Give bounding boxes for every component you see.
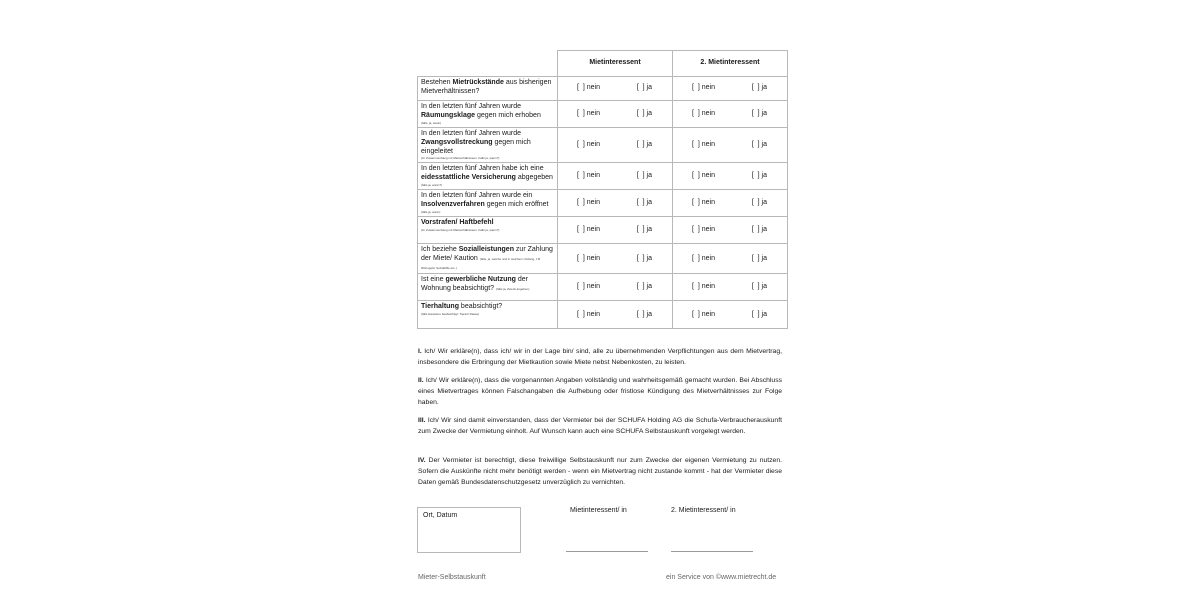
tenant1-answer-cell	[558, 128, 673, 163]
question-keyword: gewerbliche Nutzung	[445, 276, 516, 284]
tenant1-signature-label: Mietinteressent/ in	[570, 507, 627, 514]
table-row	[418, 244, 788, 274]
tenant2-answer-cell	[673, 301, 788, 329]
checkbox-ja[interactable]: [ ] ja	[636, 310, 652, 318]
question-text-pre: In den letzten fünf Jahren wurde	[421, 103, 522, 110]
question-note: (falls, ja, welche und in welchem Umfang, z.B Wohngeld, Sozialhilfe etc. )	[421, 256, 541, 270]
question-note: (falls, ja, wann)	[421, 120, 442, 125]
checkbox-nein[interactable]: [ ] nein	[692, 310, 715, 318]
question-keyword: Räumungsklage	[421, 111, 476, 119]
checkbox-nein[interactable]: [ ] nein	[692, 225, 715, 233]
footer-title: Mieter-Selbstauskunft	[418, 574, 486, 581]
question-cell	[418, 301, 558, 329]
tenant2-signature-label: 2. Mietinteressent/ in	[671, 507, 736, 514]
tenant1-answer-cell	[558, 190, 673, 217]
question-keyword: Insolvenzverfahren	[421, 200, 485, 208]
tenant2-answer-cell	[673, 101, 788, 128]
checkbox-ja[interactable]: [ ] ja	[636, 198, 652, 206]
checkbox-ja[interactable]: [ ] ja	[751, 109, 767, 117]
tenant1-answer-cell	[558, 101, 673, 128]
question-note: (im Zusammenhang mit Mietverhältnissen. Falls ja, wann?)	[421, 156, 500, 161]
question-text-post: gegen mich erhoben	[475, 111, 541, 119]
tenant2-answer-cell	[673, 217, 788, 244]
declaration-text: Ich/ Wir sind damit einverstanden, dass der Vermieter bei der SCHUFA Holding AG die Schufa-Verbraucherauskunft zum Zwecke der Vermietung einholt. Auf Wunsch kann auch eine SCHUFA Selbstauskunft vorgelegt werden.	[418, 417, 782, 435]
checkbox-ja[interactable]: [ ] ja	[636, 171, 652, 179]
question-note: (falls ja, wann?)	[421, 182, 443, 187]
question-note: (falls Haustiere beabsichtigt: Tierart/ Rasse)	[421, 312, 480, 317]
table-header-row	[418, 51, 788, 77]
place-date-field[interactable]	[417, 507, 521, 553]
declaration-text: Ich/ Wir erkläre(n), dass die vorgenannten Angaben vollständig und wahrheitsgemäß gemacht wurden. Bei Abschluss eines Mietvertrages können Falschangaben die Aufhebung oder fristlose Kündigung des Mietverhältnisses zur Folge haben.	[418, 377, 782, 406]
checkbox-ja[interactable]: [ ] ja	[751, 84, 767, 92]
tenant2-answer-cell	[673, 190, 788, 217]
question-text-pre: In den letzten fünf Jahren habe ich eine	[421, 165, 544, 173]
checkbox-nein[interactable]: [ ] nein	[692, 283, 715, 291]
question-text-post: gegen mich eröffnet	[484, 200, 549, 208]
question-cell	[418, 274, 558, 301]
tenant1-answer-cell	[558, 274, 673, 301]
tenant1-answer-cell	[558, 163, 673, 190]
checkbox-nein[interactable]: [ ] nein	[577, 84, 600, 92]
tenant2-answer-cell	[673, 163, 788, 190]
table-row	[418, 77, 788, 101]
checkbox-ja[interactable]: [ ] ja	[636, 283, 652, 291]
checkbox-nein[interactable]: [ ] nein	[577, 254, 600, 262]
question-keyword: eidesstattliche Versicherung	[421, 173, 516, 181]
question-note: (falls ja, Zweck angeben)	[495, 287, 530, 292]
checkbox-ja[interactable]: [ ] ja	[636, 84, 652, 92]
declaration-paragraph	[418, 455, 782, 488]
question-cell	[418, 244, 558, 274]
tenant2-signature-line[interactable]	[671, 551, 753, 552]
table-row	[418, 217, 788, 244]
declaration-paragraph	[418, 415, 782, 437]
question-keyword: Zwangsvollstreckung	[421, 138, 493, 146]
checkbox-nein[interactable]: [ ] nein	[577, 171, 600, 179]
checkbox-nein[interactable]: [ ] nein	[692, 171, 715, 179]
tenant2-answer-cell	[673, 128, 788, 163]
checkbox-ja[interactable]: [ ] ja	[751, 254, 767, 262]
declaration-paragraph	[418, 346, 782, 368]
question-text-post: der Wohnung beabsichtigt?	[421, 276, 528, 293]
question-text-pre: Ist eine	[421, 276, 446, 284]
header-tenant-2: 2. Mietinteressent	[673, 51, 788, 77]
tenant2-answer-cell	[673, 77, 788, 101]
question-note: (falls ja, wann)	[421, 209, 441, 214]
place-date-label: Ort, Datum	[423, 512, 458, 519]
table-row	[418, 163, 788, 190]
checkbox-nein[interactable]: [ ] nein	[692, 109, 715, 117]
checkbox-nein[interactable]: [ ] nein	[692, 254, 715, 262]
checkbox-ja[interactable]: [ ] ja	[751, 198, 767, 206]
checkbox-nein[interactable]: [ ] nein	[577, 283, 600, 291]
question-cell	[418, 128, 558, 163]
table-row	[418, 101, 788, 128]
checkbox-ja[interactable]: [ ] ja	[751, 171, 767, 179]
question-text-pre: In den letzten fünf Jahren wurde ein	[421, 192, 533, 200]
question-cell	[418, 163, 558, 190]
footer-service: ein Service von ©www.mietrecht.de	[666, 574, 777, 581]
tenant2-answer-cell	[673, 244, 788, 274]
declaration-number: II.	[418, 377, 424, 384]
question-keyword: Mietrückstände	[452, 79, 504, 86]
question-text-pre: Ich beziehe	[421, 246, 459, 254]
question-keyword: Sozialleistungen	[458, 246, 514, 254]
declaration-paragraph	[418, 375, 782, 408]
table-row	[418, 274, 788, 301]
checkbox-nein[interactable]: [ ] nein	[577, 310, 600, 318]
checkbox-ja[interactable]: [ ] ja	[636, 254, 652, 262]
declaration-number: I.	[418, 348, 422, 355]
question-keyword: Tierhaltung	[421, 303, 459, 311]
header-blank	[418, 51, 558, 77]
tenant1-answer-cell	[558, 244, 673, 274]
checkbox-ja[interactable]: [ ] ja	[751, 225, 767, 233]
declaration-text: Der Vermieter ist berechtigt, diese freiwillige Selbstauskunft nur zum Zwecke der eigenen Vermietung zu nutzen. Sofern die Auskünfte nicht mehr benötigt werden - wenn ein Mietvertrag nicht zustande kommt - hat der Vermieter diese Daten gemäß Bundesdatenschutzgesetz unverzüglich zu vernichten.	[418, 457, 782, 486]
tenant1-answer-cell	[558, 301, 673, 329]
checkbox-nein[interactable]: [ ] nein	[692, 198, 715, 206]
question-text-post: gegen mich eingeleitet	[421, 138, 531, 155]
question-text-post: zur Zahlung der Miete/ Kaution	[421, 246, 553, 262]
declaration-text: Ich/ Wir erkläre(n), dass ich/ wir in der Lage bin/ sind, alle zu übernehmenden Verpflichtungen aus dem Mietvertrag, insbesondere die Erbringung der Mietkaution sowie Miete nebst Nebenkosten, zu leisten.	[418, 348, 782, 366]
question-cell	[418, 101, 558, 128]
checkbox-ja[interactable]: [ ] ja	[751, 283, 767, 291]
checkbox-nein[interactable]: [ ] nein	[692, 84, 715, 92]
question-keyword: Vorstrafen/ Haftbefehl	[421, 219, 494, 227]
checkbox-nein[interactable]: [ ] nein	[577, 198, 600, 206]
checkbox-nein[interactable]: [ ] nein	[577, 109, 600, 117]
checkbox-nein[interactable]: [ ] nein	[577, 140, 600, 148]
question-text-pre: Bestehen	[421, 79, 453, 86]
table-row	[418, 301, 788, 329]
tenant1-answer-cell	[558, 77, 673, 101]
table-row	[418, 128, 788, 163]
checkbox-nein[interactable]: [ ] nein	[577, 225, 600, 233]
checkbox-ja[interactable]: [ ] ja	[636, 109, 652, 117]
question-cell	[418, 217, 558, 244]
question-text-post: abgegeben	[515, 173, 553, 181]
header-tenant-1: Mietinteressent	[558, 51, 673, 77]
checkbox-nein[interactable]: [ ] nein	[692, 140, 715, 148]
question-text-pre: In den letzten fünf Jahren wurde	[421, 130, 522, 137]
checkbox-ja[interactable]: [ ] ja	[636, 140, 652, 148]
question-note: (im Zusammenhang mit Mietverhältnissen. Falls ja, wann?)	[421, 227, 500, 232]
table-row	[418, 190, 788, 217]
tenant1-answer-cell	[558, 217, 673, 244]
checkbox-ja[interactable]: [ ] ja	[751, 140, 767, 148]
question-text-post: beabsichtigt?	[458, 303, 503, 311]
declaration-number: IV.	[418, 457, 426, 464]
question-cell	[418, 77, 558, 101]
question-text-post: aus bisherigen Mietverhältnissen?	[421, 79, 552, 95]
declaration-number: III.	[418, 417, 426, 424]
checkbox-ja[interactable]: [ ] ja	[751, 310, 767, 318]
tenant2-answer-cell	[673, 274, 788, 301]
question-cell	[418, 190, 558, 217]
tenant1-signature-line[interactable]	[566, 551, 648, 552]
checkbox-ja[interactable]: [ ] ja	[636, 225, 652, 233]
self-disclosure-table	[417, 50, 788, 329]
